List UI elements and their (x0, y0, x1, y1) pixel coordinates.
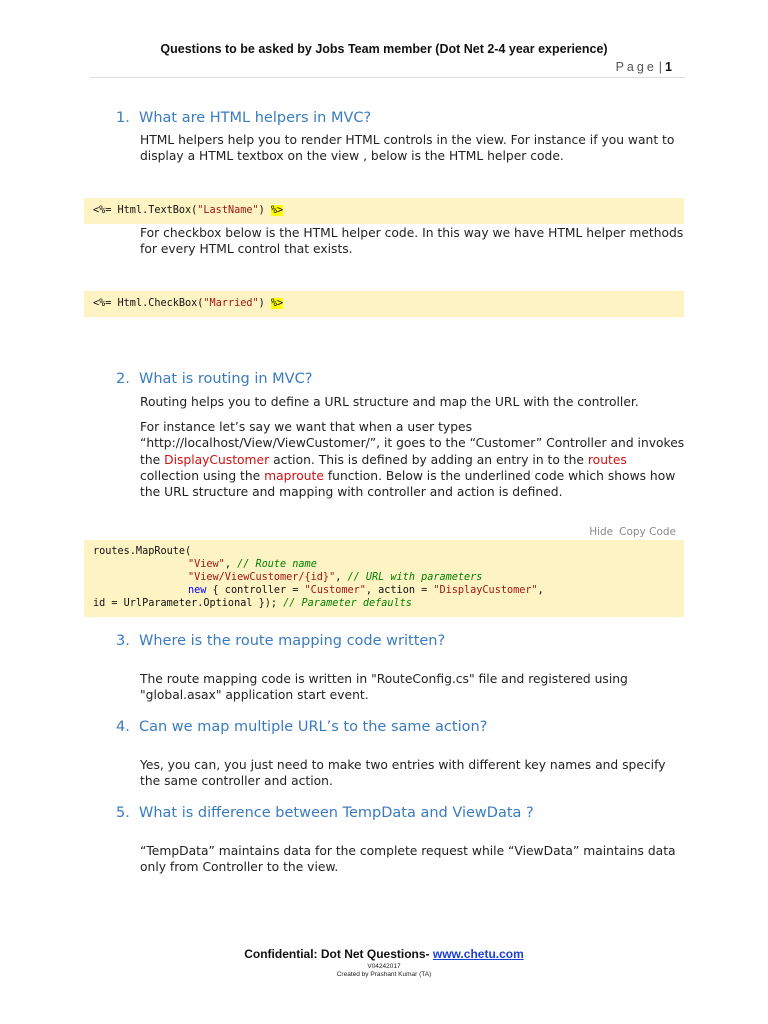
highlight-maproute: maproute (264, 468, 324, 483)
question-1-paragraph-2: For checkbox below is the HTML helper code. In this way we have HTML helper methods for every HTML control that exists. (140, 226, 684, 257)
code-text: id = UrlParameter.Optional }); (93, 598, 284, 609)
code-text: Html.TextBox( (111, 205, 198, 216)
question-title: Where is the route mapping code written? (139, 633, 446, 649)
code-close-tag: %> (270, 205, 284, 216)
code-string: "LastName" (197, 205, 259, 216)
code-text: , action = (365, 585, 434, 596)
document-header-title: Questions to be asked by Jobs Team member (Dot Net 2-4 year experience) (160, 42, 608, 56)
footer-created-by: Created by Prashant Kumar (TA) (336, 971, 432, 978)
footer-confidential-text: Confidential: Dot Net Questions- (244, 947, 433, 961)
text-run: function. Below is the underlined code which shows how the URL structure and mapping with controller and action is defined. (140, 468, 676, 500)
page-label: Page (615, 60, 657, 74)
code-block-checkbox (84, 291, 684, 317)
question-title: What is routing in MVC? (139, 371, 313, 387)
code-keyword: new (188, 585, 207, 596)
code-line (93, 584, 675, 597)
question-1-paragraph-1: HTML helpers help you to render HTML controls in the view. For instance if you want to display a HTML textbox on the view , below is the HTML helper code. (140, 133, 675, 164)
hide-link[interactable]: Hide (589, 526, 614, 538)
question-4-paragraph: Yes, you can, you just need to make two entries with different key names and specify the same controller and action. (140, 758, 666, 789)
code-comment: // URL with parameters (347, 572, 483, 583)
question-4-heading (116, 719, 487, 735)
code-text: Html.CheckBox( (111, 298, 204, 309)
question-title: Can we map multiple URL’s to the same action? (139, 719, 488, 735)
question-number: 1. (116, 110, 130, 126)
code-line: routes.MapRoute( (93, 546, 192, 557)
code-text: , (537, 585, 544, 596)
highlight-routes: routes (587, 452, 627, 467)
question-title: What are HTML helpers in MVC? (139, 110, 372, 126)
code-block-maproute (84, 540, 684, 617)
question-3-paragraph: The route mapping code is written in "RouteConfig.cs" file and registered using "global.asax" application start event. (140, 672, 628, 703)
question-3-heading (116, 633, 445, 649)
code-string: "Customer" (304, 585, 366, 596)
text-run: collection using the (140, 468, 265, 483)
code-text: ) (258, 298, 271, 309)
code-toolbar (583, 526, 676, 538)
code-text: , (224, 559, 238, 570)
code-open-tag: <%= (93, 298, 112, 309)
code-text: { controller = (206, 585, 305, 596)
code-close-tag: %> (270, 298, 284, 309)
page-number-value: 1 (665, 60, 672, 74)
copy-code-link[interactable]: Copy Code (619, 526, 676, 538)
highlight-displaycustomer: DisplayCustomer (164, 452, 270, 467)
code-string: "Married" (203, 298, 259, 309)
code-line (93, 297, 675, 310)
code-line (93, 571, 675, 584)
footer-confidential (0, 947, 768, 961)
code-block-textbox (84, 198, 684, 224)
code-string: "View/ViewCustomer/{id}" (188, 572, 336, 583)
header-divider (90, 77, 685, 78)
code-comment: // Route name (237, 559, 317, 570)
text-run: For instance let’s say we want that when a user types “http://localhost/View/ViewCustomer/”, it goes to the “Customer” Controller and invokes the (140, 420, 685, 467)
footer-website-link[interactable]: www.chetu.com (432, 947, 524, 961)
question-2-heading (116, 371, 312, 387)
question-number: 5. (116, 805, 130, 821)
text-run: action. This is defined by adding an entry in to the (269, 452, 588, 467)
code-comment: // Parameter defaults (283, 598, 412, 609)
question-5-heading (116, 805, 534, 821)
question-5-paragraph: “TempData” maintains data for the complete request while “ViewData” maintains data only from Controller to the view. (140, 844, 676, 875)
page-number: Page | 1 (615, 60, 672, 74)
code-line (93, 597, 675, 610)
question-1-heading (116, 110, 371, 126)
code-text: ) (258, 205, 271, 216)
code-string: "View" (188, 559, 225, 570)
question-title: What is difference between TempData and ViewData ? (139, 805, 534, 821)
code-open-tag: <%= (93, 205, 112, 216)
question-number: 2. (116, 371, 130, 387)
code-line (93, 558, 675, 571)
question-number: 3. (116, 633, 130, 649)
code-line (93, 204, 675, 217)
code-text: , (335, 572, 348, 583)
question-2-paragraph-1: Routing helps you to define a URL structure and map the URL with the controller. (140, 395, 639, 409)
code-string: "DisplayCustomer" (433, 585, 538, 596)
question-2-paragraph-2 (140, 419, 685, 500)
question-number: 4. (116, 719, 130, 735)
footer-version: V04242017 (367, 963, 401, 970)
